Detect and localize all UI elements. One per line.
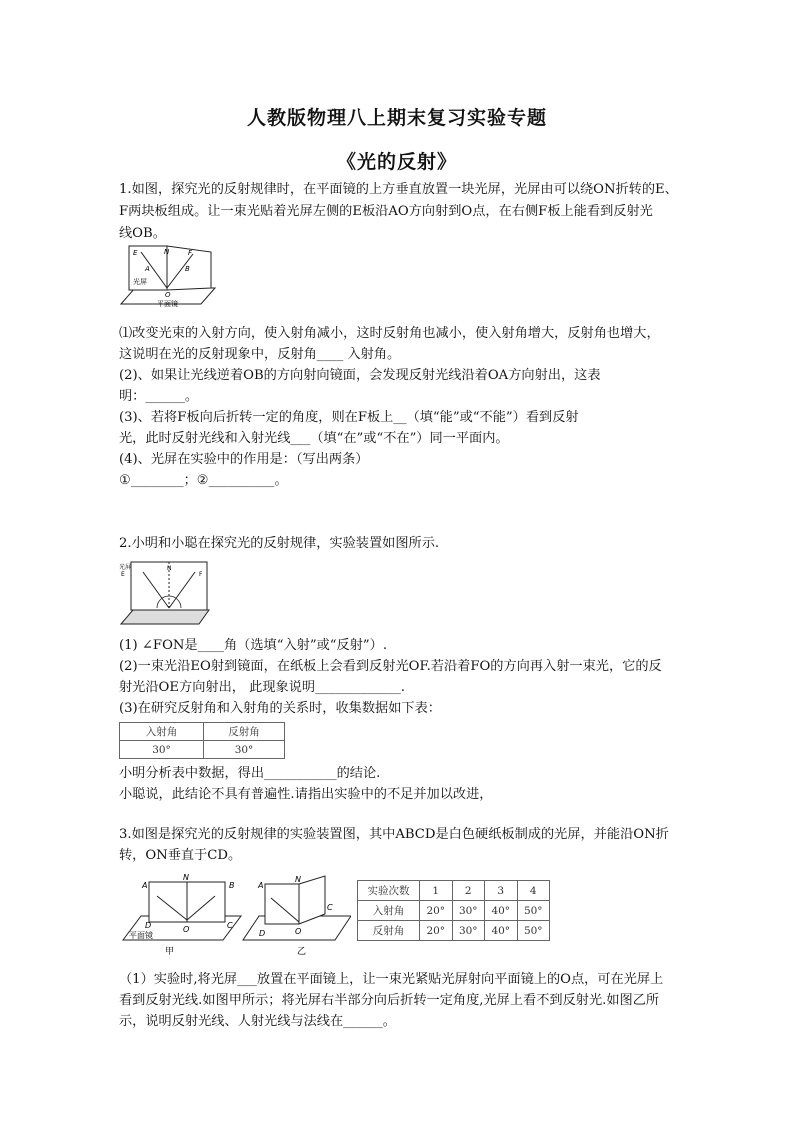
q3-part1-line-3: 示，说明反射光线、人射光线与法线在______。 (119, 1014, 396, 1029)
q1-label-screen: 光屏 (133, 278, 147, 286)
table-header-cell: 4 (517, 881, 550, 901)
q2-part2-line-1: (2)一束光沿EO射到镜面，在纸板上会看到反射光OF.若沿着FO的方向再入射一束光，它的反 (119, 659, 662, 674)
q3-yi-label-o: O (295, 927, 302, 936)
table-cell: 入射角 (358, 901, 420, 921)
table-header-cell: 实验次数 (358, 881, 420, 901)
q1-label-a: A (145, 265, 150, 273)
q3-yi-label-n: N (295, 875, 301, 884)
table-cell: 20° (420, 921, 453, 941)
q2-part2-line-2: 射光沿OE方向射出， 此现象说明_____________. (119, 680, 405, 695)
q3-jia-label-a: A (142, 881, 148, 890)
q2-label-e: E (121, 571, 125, 578)
table-header-row (120, 723, 285, 741)
q1-part2-line-1: (2)、如果让光线逆着OB的方向射向镜面，会发现反射光线沿着OA方向射出，这表 (119, 368, 601, 383)
q3-jia-label-n: N (183, 874, 189, 882)
q3-yi-label-a: A (258, 881, 264, 890)
q1-part4-line-2: ①________；②__________。 (119, 473, 288, 488)
table-cell: 30° (452, 921, 485, 941)
table-header-cell: 2 (452, 881, 485, 901)
document-subtitle: 《光的反射》 (336, 151, 457, 173)
q2-reflection-figure (119, 558, 211, 628)
q1-part3-line-1: (3)、若将F板向后折转一定的角度，则在F板上__（填“能”或“不能”）看到反射 (119, 410, 579, 425)
q2-part3: (3)在研究反射角和入射角的关系时，收集数据如下表： (119, 701, 441, 716)
q3-yi-label-d: D (259, 929, 266, 938)
table-header-row (358, 881, 550, 901)
q2-intro: 2.小明和小聪在探究光的反射规律，实验装置如图所示. (119, 536, 440, 551)
q2-label-screen: 光屏 (119, 564, 132, 571)
q3-angle-table (357, 880, 550, 941)
table-cell: 40° (485, 921, 518, 941)
q1-stem-line-2: F两块板组成。让一束光贴着光屏左侧的E板沿AO方向射到O点，在右侧F板上能看到反射光 (119, 204, 653, 219)
q3-part1-line-2: 看到反射光线.如图甲所示；将光屏右半部分向后折转一定角度,光屏上看不到反射光.如图乙所 (119, 993, 660, 1008)
table-cell: 50° (517, 901, 550, 921)
q1-part3-line-2: 光，此时反射光线和入射光线___（填“在”或“不在”）同一平面内。 (119, 431, 509, 446)
q3-jia-label-b: B (229, 881, 235, 890)
document-title: 人教版物理八上期末复习实验专题 (246, 107, 547, 129)
q1-reflection-figure (119, 244, 219, 316)
q1-label-f: F (188, 249, 193, 257)
q3-yi-caption: 乙 (297, 947, 307, 957)
q2-conclusion: 小明分析表中数据，得出___________的结论. (119, 766, 381, 781)
q2-angle-table (119, 722, 285, 759)
q1-label-b: B (185, 265, 190, 273)
table-header-cell: 反射角 (204, 723, 285, 741)
table-row (120, 741, 285, 759)
q3-stem-line-1: 3.如图是探究光的反射规律的实验装置图，其中ABCD是白色硬纸板制成的光屏，并能沿ON折 (119, 827, 669, 842)
table-cell: 40° (485, 901, 518, 921)
q3-jia-label-mirror: 平面镜 (129, 931, 153, 940)
q2-mirror-base (121, 610, 209, 624)
q1-part1-line-2: 这说明在光的反射现象中，反射角____ 入射角。 (119, 347, 401, 362)
q3-jia-caption: 甲 (165, 947, 175, 957)
q3-jia-label-o: O (183, 925, 190, 934)
q2-part1: (1) ∠FON是____角（选填“入射”或“反射”）. (119, 638, 388, 653)
q1-stem-line-3: 线OB。 (119, 226, 166, 241)
table-cell: 30° (120, 741, 204, 759)
table-header-cell: 1 (420, 881, 453, 901)
table-header-cell: 3 (485, 881, 518, 901)
table-cell: 反射角 (358, 921, 420, 941)
table-cell: 30° (204, 741, 285, 759)
q1-label-n: N (164, 248, 170, 256)
q1-label-e: E (133, 249, 138, 257)
table-cell: 20° (420, 901, 453, 921)
q2-label-f: F (199, 571, 203, 578)
q3-jia-label-d: D (145, 921, 152, 930)
q1-part1-line-1: ⑴改变光束的入射方向，使入射角减小，这时反射角也减小，使入射角增大，反射角也增大， (119, 326, 660, 341)
q1-label-mirror: 平面镜 (157, 300, 178, 308)
table-header-cell: 入射角 (120, 723, 204, 741)
q1-label-o: O (165, 291, 171, 299)
q3-yi-label-c: C (327, 903, 333, 912)
table-cell: 30° (452, 901, 485, 921)
table-row (358, 901, 550, 921)
q1-part4-line-1: (4)、光屏在实验中的作用是：（写出两条） (119, 452, 369, 467)
table-row (358, 921, 550, 941)
q2-critique: 小聪说，此结论不具有普遍性.请指出实验中的不足并加以改进， (119, 787, 493, 802)
q3-stem-line-2: 转，ON垂直于CD。 (119, 848, 242, 863)
q3-jia-label-c: C (227, 921, 233, 930)
q1-part2-line-2: 明：______。 (119, 389, 199, 404)
q2-label-n: N (167, 565, 172, 572)
table-cell: 50° (517, 921, 550, 941)
q3-figures-jia-yi (119, 874, 351, 958)
q1-stem-line-1: 1.如图，探究光的反射规律时，在平面镜的上方垂直放置一块光屏，光屏由可以绕ON折转的E、 (119, 182, 678, 197)
q3-part1-line-1: （1）实验时,将光屏___放置在平面镜上，让一束光紧贴光屏射向平面镜上的O点，可在光屏上 (119, 972, 664, 987)
